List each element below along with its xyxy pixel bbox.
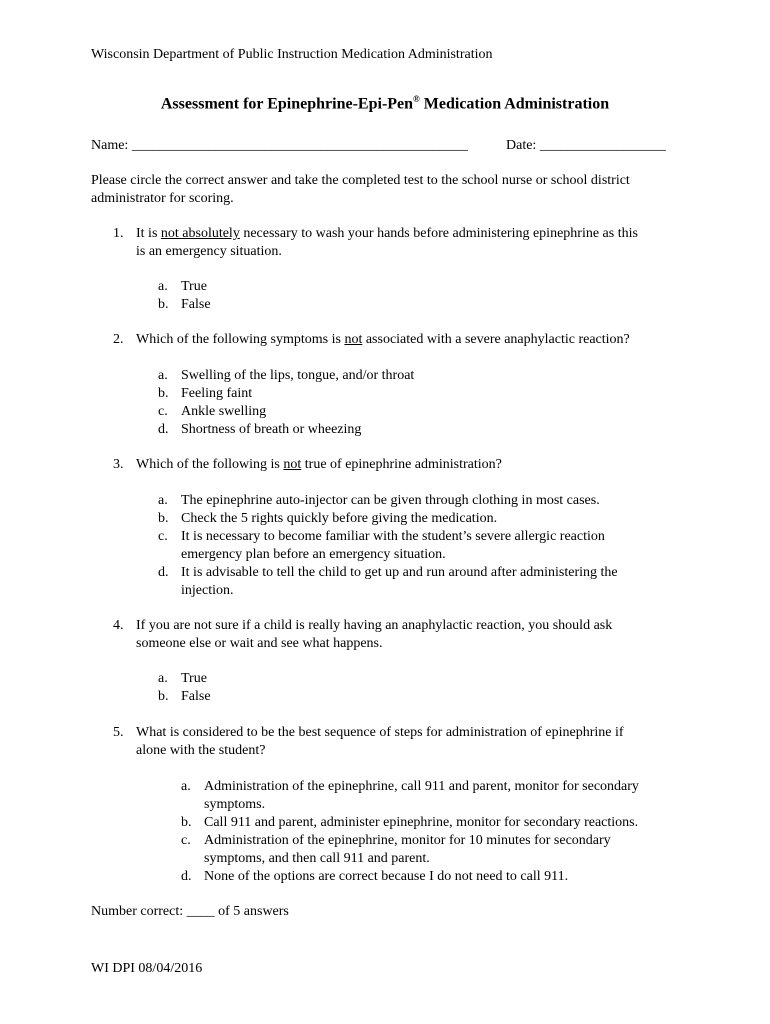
question-text-line2: is an emergency situation.: [136, 244, 282, 259]
option-text[interactable]: It is advisable to tell the child to get up and run around after administering the: [181, 565, 618, 580]
option-text[interactable]: Swelling of the lips, tongue, and/or throat: [181, 368, 415, 383]
option-text[interactable]: Check the 5 rights quickly before giving the medication.: [181, 511, 498, 526]
question-text-line2: someone else or wait and see what happens.: [136, 636, 383, 651]
option-text[interactable]: None of the options are correct because I do not need to call 911.: [204, 869, 569, 884]
title-suffix: Medication Administration: [419, 95, 610, 113]
instructions-line-2: administrator for scoring.: [91, 191, 234, 206]
option-text-line2[interactable]: symptoms.: [204, 797, 266, 812]
question-text: If you are not sure if a child is really having an anaphylactic reaction, you should ask: [136, 618, 613, 633]
option-text[interactable]: True: [181, 671, 207, 686]
option-letter[interactable]: a.: [158, 671, 168, 686]
question-text: What is considered to be the best sequence of steps for administration of epinephrine if: [136, 725, 624, 740]
emphasis-underline: not absolutely: [160, 226, 240, 241]
option-text[interactable]: Shortness of breath or wheezing: [181, 422, 362, 437]
title-main: Assessment for Epinephrine-Epi-Pen: [160, 95, 414, 113]
question-text: It is not absolutely necessary to wash your hands before administering epinephrine as this: [136, 226, 638, 241]
option-text-line2[interactable]: injection.: [181, 583, 234, 598]
date-field[interactable]: Date: __________________: [506, 138, 666, 153]
question-number: 3.: [113, 457, 124, 472]
option-letter[interactable]: c.: [158, 529, 168, 544]
document-header: Wisconsin Department of Public Instruction Medication Administration: [91, 47, 493, 62]
question-text-line2: alone with the student?: [136, 743, 266, 758]
option-text[interactable]: The epinephrine auto-injector can be given through clothing in most cases.: [181, 493, 600, 508]
option-letter[interactable]: b.: [181, 815, 192, 830]
option-text[interactable]: Administration of the epinephrine, monitor for 10 minutes for secondary: [204, 833, 611, 848]
option-text[interactable]: Call 911 and parent, administer epinephrine, monitor for secondary reactions.: [204, 815, 639, 830]
option-text[interactable]: False: [181, 689, 211, 704]
option-letter[interactable]: b.: [158, 689, 169, 704]
emphasis-underline: not: [344, 332, 363, 347]
question-text: Which of the following is not true of epinephrine administration?: [136, 457, 502, 472]
option-letter[interactable]: b.: [158, 386, 169, 401]
emphasis-underline: not: [283, 457, 302, 472]
option-letter[interactable]: d.: [158, 422, 169, 437]
option-text-line2[interactable]: symptoms, and then call 911 and parent.: [204, 851, 430, 866]
option-letter[interactable]: c.: [158, 404, 168, 419]
option-letter[interactable]: a.: [158, 279, 168, 294]
question-number: 1.: [113, 226, 124, 241]
option-letter[interactable]: a.: [158, 368, 168, 383]
option-text-line2[interactable]: emergency plan before an emergency situation.: [181, 547, 446, 562]
question-number: 2.: [113, 332, 124, 347]
question-number: 5.: [113, 725, 124, 740]
name-field[interactable]: Name: ________________________________________________: [91, 138, 468, 153]
option-text[interactable]: True: [181, 279, 207, 294]
score-line[interactable]: Number correct: ____ of 5 answers: [91, 904, 289, 919]
question-text: Which of the following symptoms is not associated with a severe anaphylactic reaction?: [136, 332, 630, 347]
option-letter[interactable]: d.: [158, 565, 169, 580]
option-letter[interactable]: a.: [181, 779, 191, 794]
question-number: 4.: [113, 618, 124, 633]
document-footer: WI DPI 08/04/2016: [91, 961, 203, 976]
option-text[interactable]: Feeling faint: [181, 386, 253, 401]
page-title: [0, 94, 770, 113]
option-letter[interactable]: b.: [158, 297, 169, 312]
registered-mark: ®: [413, 94, 420, 104]
instructions-line-1: Please circle the correct answer and take the completed test to the school nurse or school district: [91, 173, 630, 188]
option-letter[interactable]: c.: [181, 833, 191, 848]
option-text[interactable]: False: [181, 297, 211, 312]
option-letter[interactable]: a.: [158, 493, 168, 508]
option-text[interactable]: Ankle swelling: [181, 404, 267, 419]
option-text[interactable]: It is necessary to become familiar with the student’s severe allergic reaction: [181, 529, 605, 544]
option-letter[interactable]: d.: [181, 869, 192, 884]
option-text[interactable]: Administration of the epinephrine, call 911 and parent, monitor for secondary: [204, 779, 639, 794]
option-letter[interactable]: b.: [158, 511, 169, 526]
